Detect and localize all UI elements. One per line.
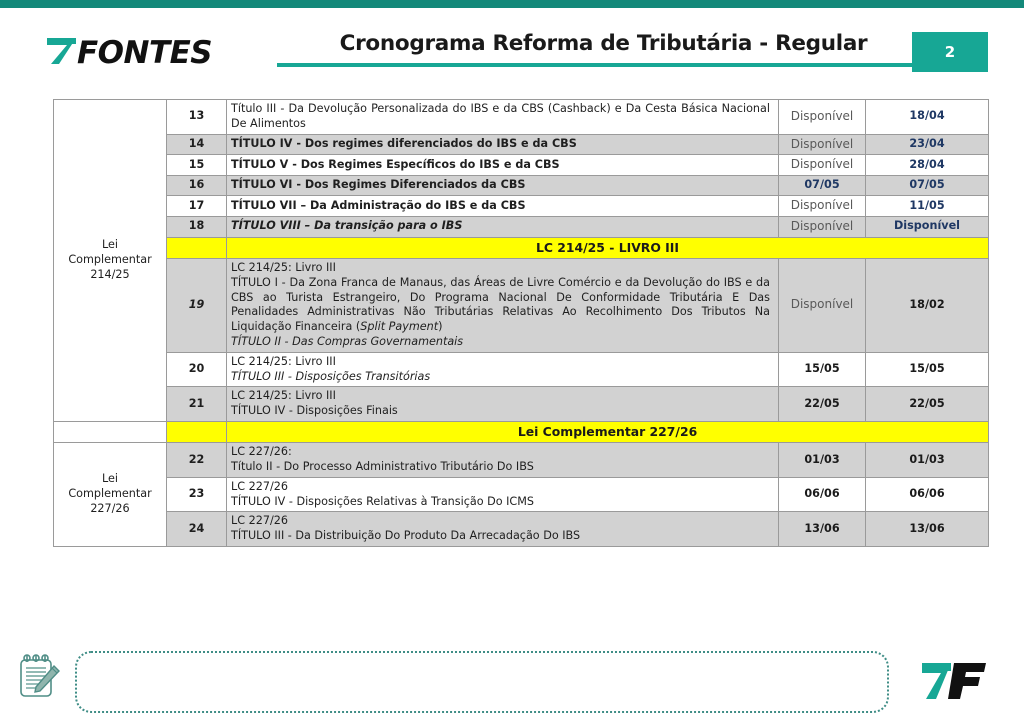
row-description: LC 227/26 TÍTULO III - Da Distribuição Do Produto Da Arrecadação Do IBS [227, 512, 779, 547]
table-row [54, 155, 989, 176]
top-accent-bar [0, 0, 1024, 8]
section-banner-lc21425 [54, 237, 989, 258]
table-row [54, 176, 989, 196]
banner-spacer [167, 237, 227, 258]
table-row [54, 477, 989, 512]
table-row [54, 259, 989, 353]
notes-placeholder-box[interactable] [75, 651, 889, 713]
slide-header [0, 8, 1024, 78]
row-number: 20 [167, 352, 227, 387]
row-number: 24 [167, 512, 227, 547]
row-description: TÍTULO V - Dos Regimes Específicos do IBS e da CBS [227, 155, 779, 176]
page-number-badge: 2 [912, 32, 988, 72]
title-underline [277, 63, 930, 67]
table-row [54, 512, 989, 547]
row-col1: Disponível [779, 259, 866, 353]
table-row [54, 100, 989, 135]
row-col2: 15/05 [866, 352, 989, 387]
row-description: TÍTULO IV - Dos regimes diferenciados do IBS e da CBS [227, 134, 779, 155]
banner-label: Lei Complementar 227/26 [227, 421, 989, 442]
row-description: LC 227/26: Título II - Do Processo Administrativo Tributário Do IBS [227, 443, 779, 478]
row-col1: 22/05 [779, 387, 866, 422]
notepad-pencil-icon [14, 650, 62, 711]
row-col1: Disponível [779, 216, 866, 237]
row-number: 18 [167, 216, 227, 237]
banner-label: LC 214/25 - LIVRO III [227, 237, 989, 258]
row-col1: Disponível [779, 196, 866, 217]
fontes-logo-text: FONTES [77, 34, 213, 71]
row-description: LC 214/25: Livro III TÍTULO III - Disposições Transitórias [227, 352, 779, 387]
banner-spacer [167, 421, 227, 442]
row-description: TÍTULO VII – Da Administração do IBS e da CBS [227, 196, 779, 217]
schedule-table-wrapper [53, 99, 988, 547]
row-col1: 15/05 [779, 352, 866, 387]
row-col1: 01/03 [779, 443, 866, 478]
row-number: 14 [167, 134, 227, 155]
section-banner-lc22726 [54, 421, 989, 442]
fontes-footer-logo [920, 655, 990, 710]
table-row [54, 134, 989, 155]
group-label-lc21425: Lei Complementar 214/25 [54, 100, 167, 422]
table-row [54, 443, 989, 478]
row-col2: 18/04 [866, 100, 989, 135]
row-col2: 23/04 [866, 134, 989, 155]
row-number: 19 [167, 259, 227, 353]
table-row [54, 216, 989, 237]
row-description: Título III - Da Devolução Personalizada do IBS e da CBS (Cashback) e Da Cesta Básica Nacional De Alimentos [227, 100, 779, 135]
row-number: 16 [167, 176, 227, 196]
row-col1: Disponível [779, 100, 866, 135]
row-col2: 13/06 [866, 512, 989, 547]
table-row [54, 352, 989, 387]
row-number: 22 [167, 443, 227, 478]
row-number: 21 [167, 387, 227, 422]
table-row [54, 387, 989, 422]
row-col2: 28/04 [866, 155, 989, 176]
row-number: 15 [167, 155, 227, 176]
group-label-lc22726: Lei Complementar 227/26 [54, 443, 167, 547]
row-col2: Disponível [866, 216, 989, 237]
row-number: 17 [167, 196, 227, 217]
row-col2: 07/05 [866, 176, 989, 196]
row-description: LC 227/26 TÍTULO IV - Disposições Relativas à Transição Do ICMS [227, 477, 779, 512]
row-description: LC 214/25: Livro III TÍTULO IV - Disposições Finais [227, 387, 779, 422]
title-block [277, 32, 930, 67]
schedule-table [53, 99, 989, 547]
fontes-logo [45, 36, 212, 70]
row-description: LC 214/25: Livro III TÍTULO I - Da Zona Franca de Manaus, das Áreas de Livre Comércio e da Devolução do IBS e da CBS ao Turista Estrangeiro, Do Programa Nacional De Conformidade Tributária E Das Penalidades Administrativas Não Tributárias Relativas Ao Recolhimento Dos Tributos Na Liquidação Financeira (Split Payment) TÍTULO II - Das Compras Governamentais [227, 259, 779, 353]
row-description: TÍTULO VI - Dos Regimes Diferenciados da CBS [227, 176, 779, 196]
table-row [54, 196, 989, 217]
row-col1: Disponível [779, 155, 866, 176]
row-col1: 06/06 [779, 477, 866, 512]
row-number: 23 [167, 477, 227, 512]
row-description: TÍTULO VIII – Da transição para o IBS [227, 216, 779, 237]
row-col2: 11/05 [866, 196, 989, 217]
row-number: 13 [167, 100, 227, 135]
row-col1: Disponível [779, 134, 866, 155]
row-col2: 22/05 [866, 387, 989, 422]
row-col2: 06/06 [866, 477, 989, 512]
banner-spacer-left [54, 421, 167, 442]
row-col1: 13/06 [779, 512, 866, 547]
page-title: Cronograma Reforma de Tributária - Regular [339, 31, 868, 56]
row-col2: 01/03 [866, 443, 989, 478]
row-col1: 07/05 [779, 176, 866, 196]
fontes-logo-mark [45, 36, 79, 71]
row-col2: 18/02 [866, 259, 989, 353]
